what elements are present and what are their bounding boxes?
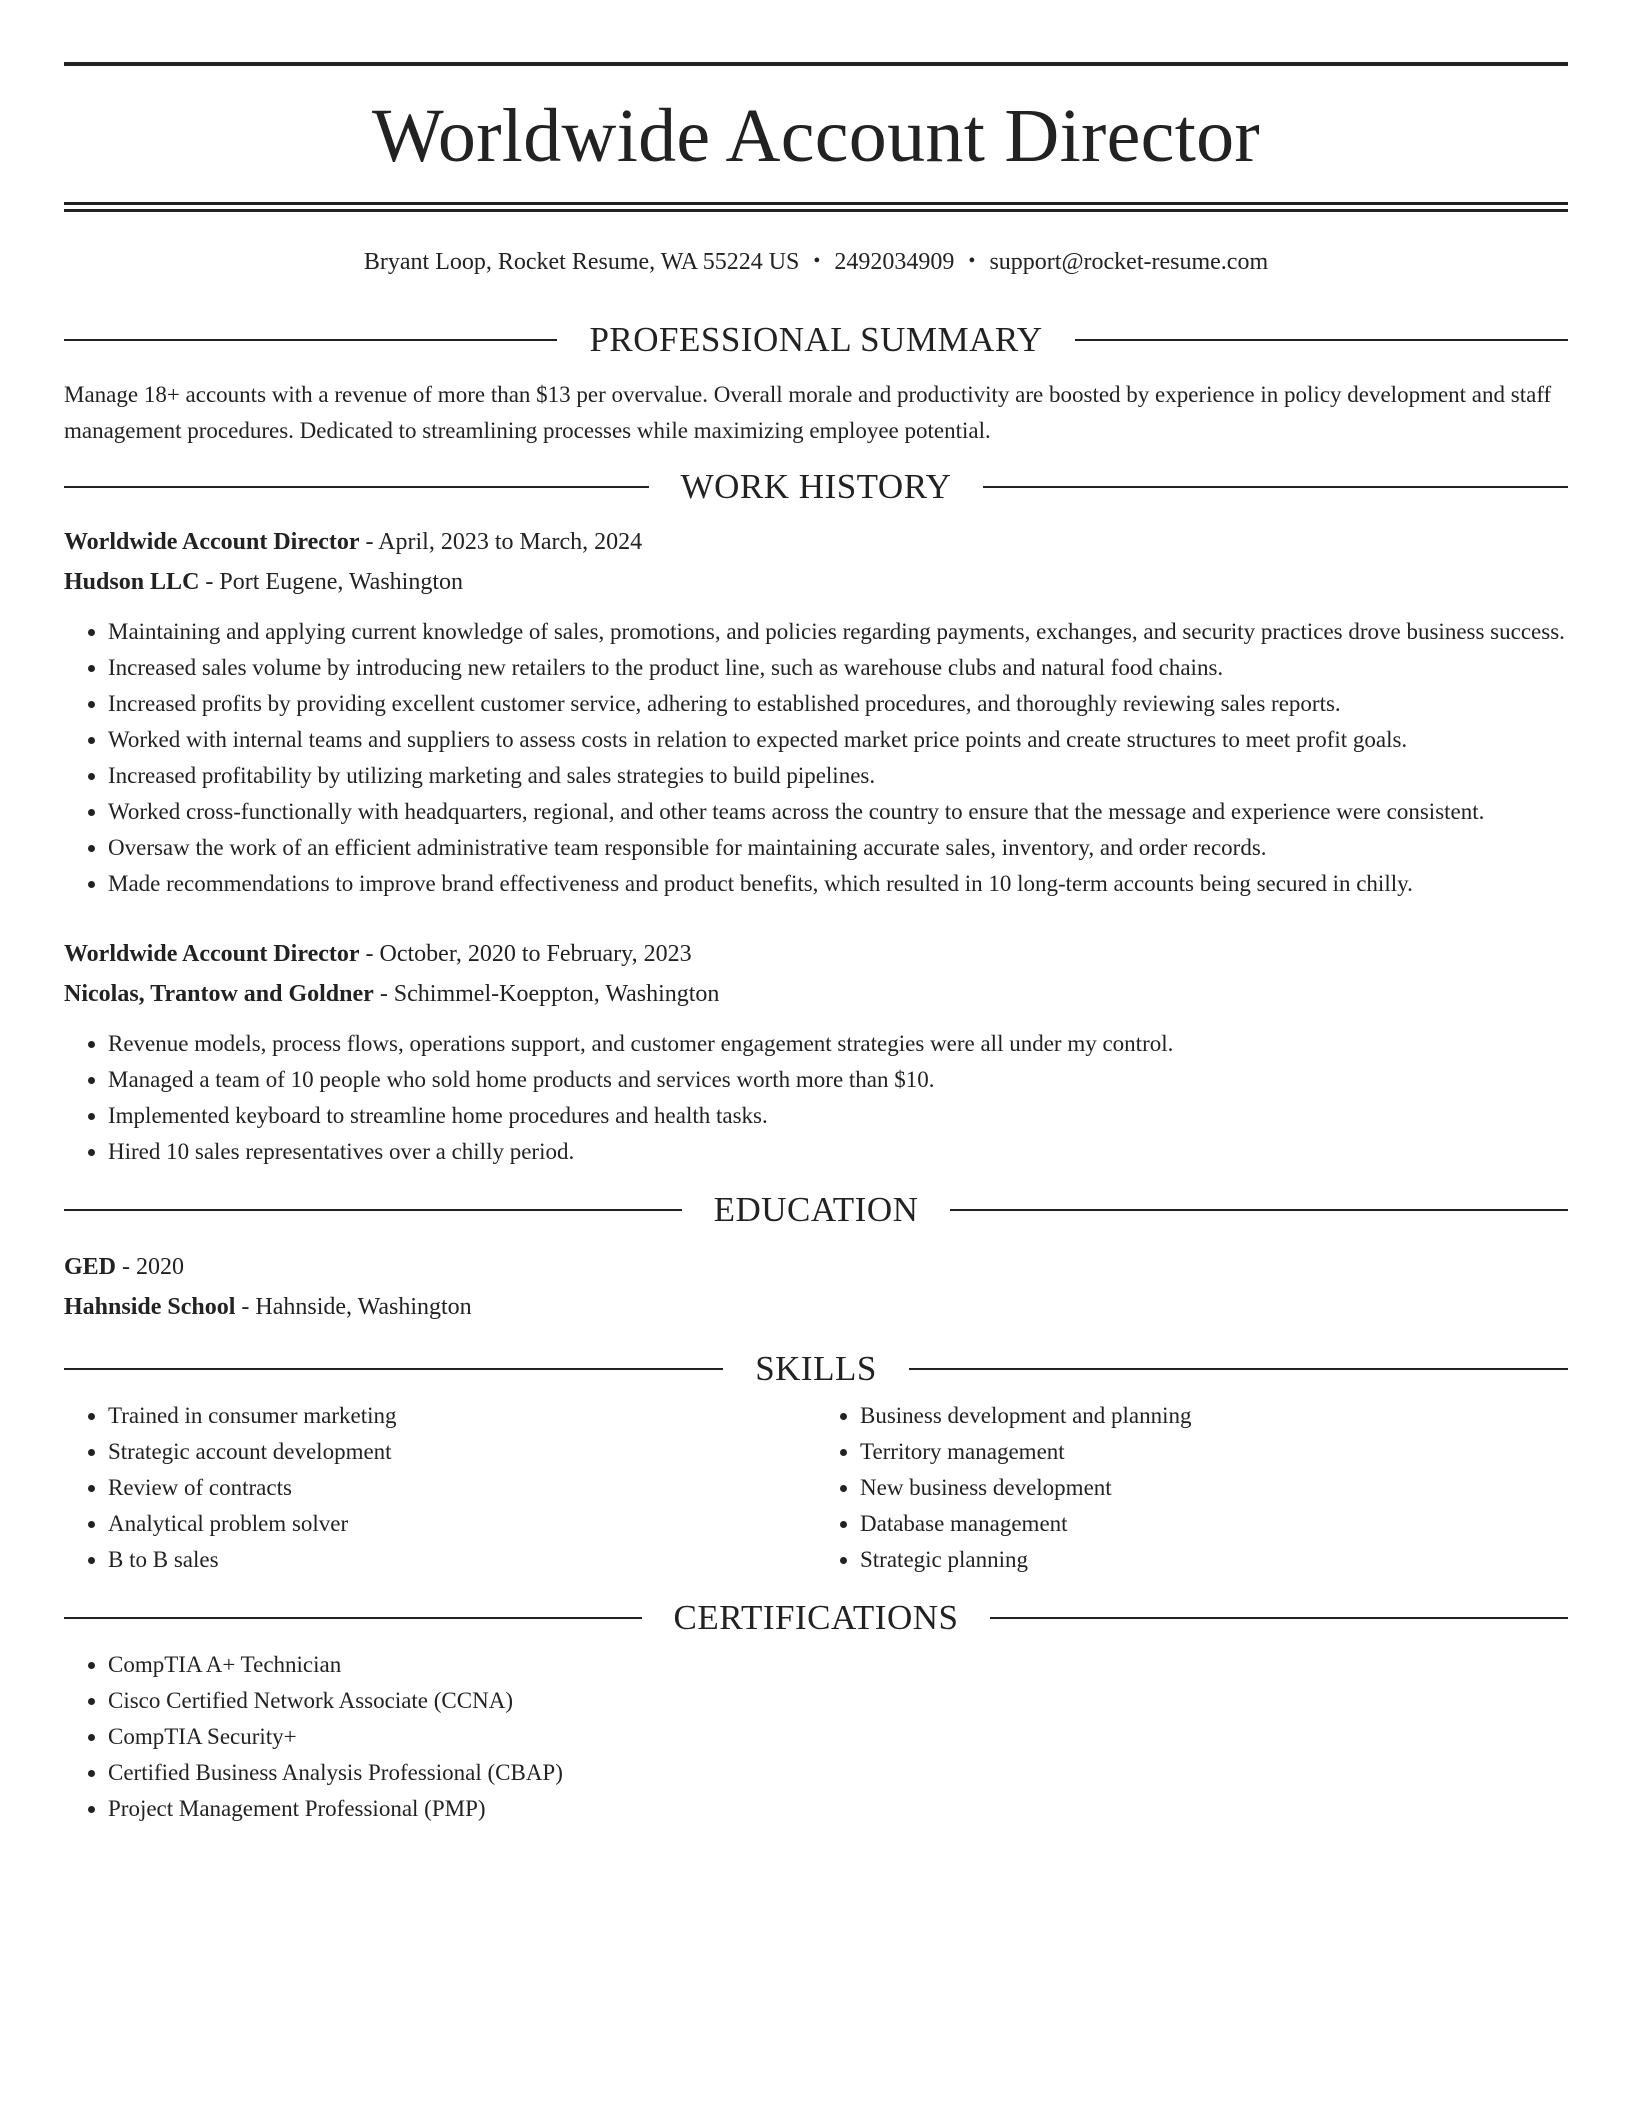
job-company-line: [64, 562, 1568, 602]
list-item: • Analytical problem solver: [108, 1506, 816, 1542]
list-item: • Business development and planning: [860, 1398, 1568, 1434]
education-location: - Hahnside, Washington: [235, 1294, 472, 1320]
job-location: - Port Eugene, Washington: [199, 569, 463, 595]
job-company: Nicolas, Trantow and Goldner: [64, 981, 374, 1007]
section-heading-skills: [64, 1351, 1568, 1386]
job-dates: - October, 2020 to February, 2023: [359, 941, 692, 967]
job-company-line: [64, 974, 1568, 1014]
job-entry: [64, 522, 1568, 902]
list-item: • Implemented keyboard to streamline home procedures and health tasks.: [108, 1098, 1568, 1134]
education-school: Hahnside School: [64, 1294, 236, 1320]
section-title: PROFESSIONAL SUMMARY: [589, 320, 1043, 359]
certifications-list: [64, 1647, 1568, 1827]
list-item: • Made recommendations to improve brand effectiveness and product benefits, which resulted in 10 long-term accounts being secured in chilly.: [108, 866, 1568, 902]
section-heading-certifications: [64, 1600, 1568, 1635]
list-item: • Revenue models, process flows, operations support, and customer engagement strategies were all under my control.: [108, 1026, 1568, 1062]
job-bullets: [64, 1026, 1568, 1170]
job-company: Hudson LLC: [64, 569, 200, 595]
job-entry: [64, 934, 1568, 1170]
list-item: • CompTIA Security+: [108, 1719, 1568, 1755]
list-item: • Strategic planning: [860, 1542, 1568, 1578]
job-bullets: [64, 614, 1568, 902]
list-item: • Increased profits by providing excellent customer service, adhering to established procedures, and thoroughly reviewing sales reports.: [108, 686, 1568, 722]
list-item: • Increased profitability by utilizing marketing and sales strategies to build pipelines.: [108, 758, 1568, 794]
section-title: EDUCATION: [713, 1190, 919, 1229]
heading-rule: [1075, 339, 1568, 341]
heading-rule: [64, 1209, 682, 1211]
list-item: • Territory management: [860, 1434, 1568, 1470]
section-title: CERTIFICATIONS: [673, 1598, 959, 1637]
list-item: • Trained in consumer marketing: [108, 1398, 816, 1434]
job-title-line: [64, 522, 1568, 562]
skills-column-left: [64, 1398, 816, 1578]
list-item: • Managed a team of 10 people who sold home products and services worth more than $10.: [108, 1062, 1568, 1098]
heading-rule: [64, 1368, 723, 1370]
job-dates: - April, 2023 to March, 2024: [359, 529, 643, 555]
heading-rule: [950, 1209, 1568, 1211]
job-location: - Schimmel-Koeppton, Washington: [373, 981, 720, 1007]
heading-rule: [909, 1368, 1568, 1370]
education-entry: [64, 1247, 1568, 1327]
contact-email: support@rocket-resume.com: [989, 249, 1269, 275]
section-heading-education: [64, 1192, 1568, 1227]
summary-text: Manage 18+ accounts with a revenue of more than $13 per overvalue. Overall morale and productivity are boosted by experience in policy development and staff management procedures. Dedicated to streamlining processes while maximizing employee potential.: [64, 382, 1552, 443]
heading-rule: [64, 486, 649, 488]
heading-rule: [983, 486, 1568, 488]
resume-header: [64, 0, 1568, 274]
list-item: • Worked with internal teams and suppliers to assess costs in relation to expected market price points and create structures to meet profit goals.: [108, 722, 1568, 758]
list-item: • Project Management Professional (PMP): [108, 1791, 1568, 1827]
education-degree: GED: [64, 1254, 117, 1280]
education-degree-line: [64, 1247, 1568, 1287]
section-title: WORK HISTORY: [680, 467, 952, 506]
skills-grid: [64, 1398, 1568, 1578]
heading-rule: [64, 339, 557, 341]
job-title: Worldwide Account Director: [64, 941, 360, 967]
resume-title: Worldwide Account Director: [371, 94, 1261, 178]
list-item: • Hired 10 sales representatives over a chilly period.: [108, 1134, 1568, 1170]
heading-rule: [990, 1617, 1568, 1619]
header-bottom-rule: [64, 202, 1568, 212]
list-item: • Review of contracts: [108, 1470, 816, 1506]
section-heading-summary: [64, 322, 1568, 357]
list-item: • Cisco Certified Network Associate (CCNA): [108, 1683, 1568, 1719]
contact-address: Bryant Loop, Rocket Resume, WA 55224 US: [363, 249, 800, 275]
contact-line: [64, 250, 1568, 274]
list-item: • CompTIA A+ Technician: [108, 1647, 1568, 1683]
list-item: • Maintaining and applying current knowledge of sales, promotions, and policies regarding payments, exchanges, and security practices drove business success.: [108, 614, 1568, 650]
education-year: - 2020: [116, 1254, 185, 1280]
list-item: • Worked cross-functionally with headquarters, regional, and other teams across the country to ensure that the message and experience were consistent.: [108, 794, 1568, 830]
list-item: • Oversaw the work of an efficient administrative team responsible for maintaining accurate sales, inventory, and order records.: [108, 830, 1568, 866]
list-item: • Certified Business Analysis Professional (CBAP): [108, 1755, 1568, 1791]
contact-separator: •: [813, 250, 821, 272]
education-school-line: [64, 1287, 1568, 1327]
list-item: • New business development: [860, 1470, 1568, 1506]
skills-column-right: [816, 1398, 1568, 1578]
contact-phone: 2492034909: [834, 249, 955, 275]
heading-rule: [64, 1617, 642, 1619]
section-title: SKILLS: [755, 1349, 877, 1388]
list-item: • Increased sales volume by introducing new retailers to the product line, such as warehouse clubs and natural food chains.: [108, 650, 1568, 686]
list-item: • Strategic account development: [108, 1434, 816, 1470]
section-heading-work: [64, 469, 1568, 504]
list-item: • B to B sales: [108, 1542, 816, 1578]
contact-separator: •: [968, 250, 976, 272]
list-item: • Database management: [860, 1506, 1568, 1542]
job-title-line: [64, 934, 1568, 974]
job-title: Worldwide Account Director: [64, 529, 360, 555]
